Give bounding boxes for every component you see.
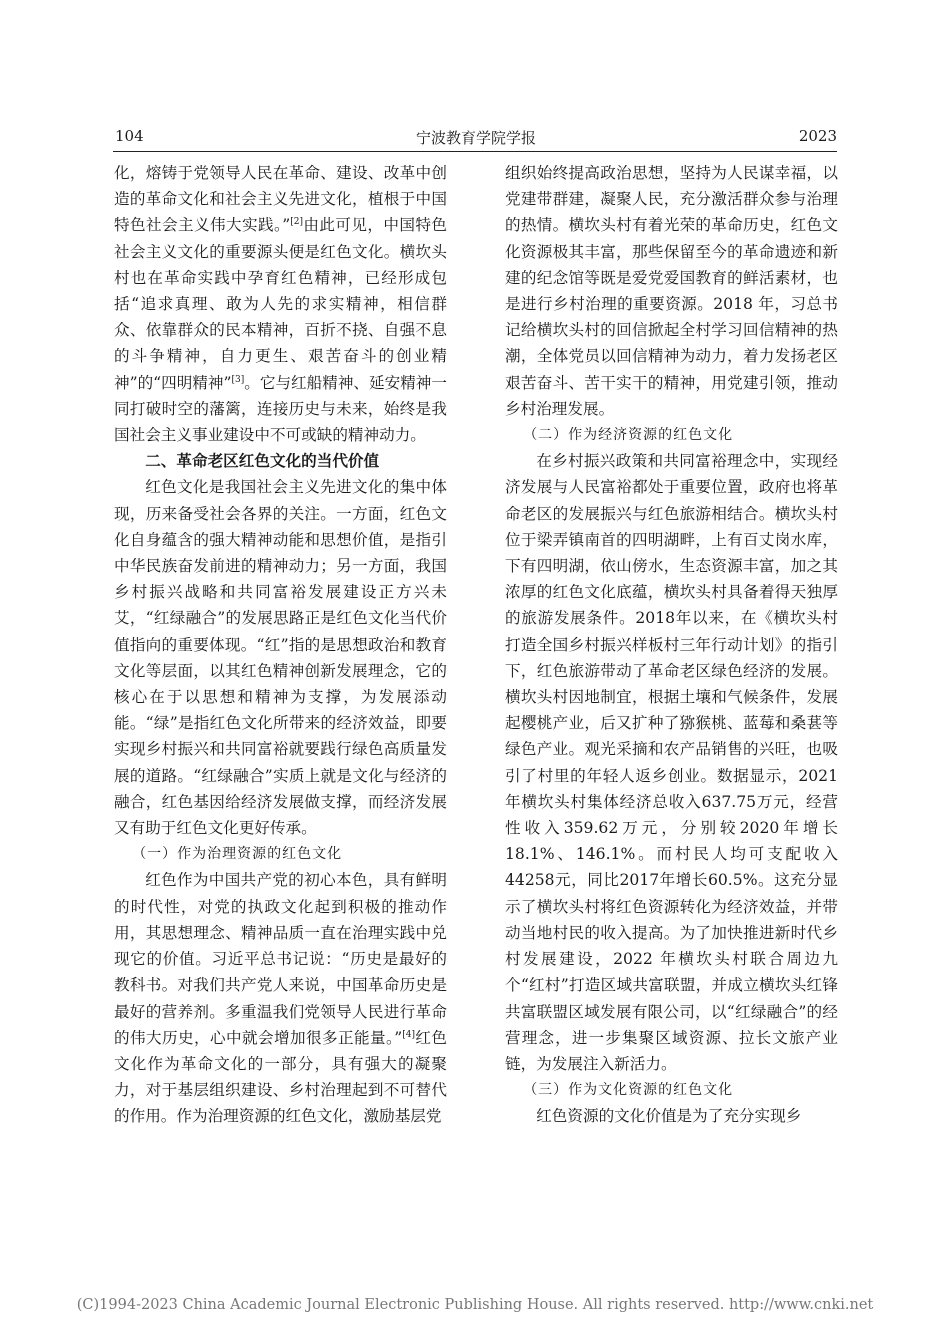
journal-year: 2023 <box>798 127 837 145</box>
left-column <box>114 160 447 1130</box>
section-heading: 二、革命老区红色文化的当代价值 <box>145 451 380 471</box>
running-header <box>115 127 837 147</box>
paragraph: 红色资源的文化价值是为了充分实现乡 <box>536 1107 802 1126</box>
page-number: 104 <box>115 127 144 145</box>
paragraph: 在乡村振兴政策和共同富裕理念中，实现经济发展与人民富裕都处于重要位置，政府也将革命老区的发展振兴与红色旅游相结合。横坎头村位于梁弄镇南首的四明湖畔，上有百丈岗水库，下有四明湖，依山傍水，生态资源丰富，加之其浓厚的红色文化底蕴，横坎头村具备着得天独厚的旅游发展条件。2018年以来，在《横坎头村打造全国乡村振兴样板村三年行动计划》的指引下，红色旅游带动了革命老区绿色经济的发展。横坎头村因地制宜，根据土壤和气候条件，发展起樱桃产业，后又扩种了猕猴桃、蓝莓和桑葚等绿色产业。观光采摘和农产品销售的兴旺，也吸引了村里的年轻人返乡创业。数据显示，2021 年横坎头村集体经济总收入637.75万元，经营性收入359.62万元，分别较2020年增长18.1%、146.1%。而村民人均可支配收入44258元，同比2017年增长60.5%。这充分显示了横坎头村将红色资源转化为经济效益，并带动当地村民的收入提高。为了加快推进新时代乡村发展建设，2022 年横坎头村联合周边九个“红村”打造区域共富联盟，并成立横坎头红锋共富联盟区域发展有限公司，以“红绿融合”的经营理念，进一步集聚区域资源、拉长文旅产业链，为发展注入新活力。 <box>505 452 838 1073</box>
subsection-heading: （一）作为治理资源的红色文化 <box>132 846 343 863</box>
paragraph: 化，熔铸于党领导人民在革命、建设、改革中创造的革命文化和社会主义先进文化，植根于中国特色社会主义伟大实践。”[2]由此可见，中国特色社会主义文化的重要源头便是红色文化。横坎头村也在革命实践中孕育红色精神，已经形成包括“追求真理、敢为人先的求实精神，相信群众、依靠群众的民本精神，百折不挠、自强不息的斗争精神，自力更生、艰苦奋斗的创业精神”的“四明精神”[3]。它与红船精神、延安精神一同打破时空的藩篱，连接历史与未来，始终是我国社会主义事业建设中不可或缺的精神动力。 <box>114 164 447 445</box>
paragraph: 组织始终提高政治思想，坚持为人民谋幸福，以党建带群建，凝聚人民，充分激活群众参与治理的热情。横坎头村有着光荣的革命历史，红色文化资源极其丰富，那些保留至今的革命遗迹和新建的纪念馆等既是爱党爱国教育的鲜活素材，也是进行乡村治理的重要资源。2018 年，习总书记给横坎头村的回信掀起全村学习回信精神的热潮，全体党员以回信精神为动力，着力发扬老区艰苦奋斗、苦干实干的精神，用党建引领，推动乡村治理发展。 <box>505 164 838 418</box>
journal-title: 宁波教育学院学报 <box>415 129 536 147</box>
paragraph: 红色作为中国共产党的初心本色，具有鲜明的时代性，对党的执政文化起到积极的推动作用，其思想理念、精神品质一直在治理实践中兑现它的价值。习近平总书记说：“历史是最好的教科书。对我们共产党人来说，中国革命历史是最好的营养剂。多重温我们党领导人民进行革命的伟大历史，心中就会增加很多正能量。”[4]红色文化作为革命文化的一部分，具有强大的凝聚力，对于基层组织建设、乡村治理起到不可替代的作用。作为治理资源的红色文化，激励基层党 <box>114 871 447 1126</box>
subsection-heading: （二）作为经济资源的红色文化 <box>523 427 734 444</box>
paragraph: 红色文化是我国社会主义先进文化的集中体现，历来备受社会各界的关注。一方面，红色文化自身蕴含的强大精神动能和思想价值，是指引中华民族奋发前进的精神动力；另一方面，我国乡村振兴战略和共同富裕发展建设正方兴未艾，“红绿融合”的发展思路正是红色文化当代价值指向的重要体现。“红”指的是思想政治和教育文化等层面，以其红色精神创新发展理念，它的核心在于以思想和精神为支撑，为发展添动能。“绿”是指红色文化所带来的经济效益，即要实现乡村振兴和共同富裕就要践行绿色高质量发展的道路。“红绿融合”实质上就是文化与经济的融合，红色基因给经济发展做支撑，而经济发展又有助于红色文化更好传承。 <box>114 478 447 838</box>
citation-ref[interactable]: [2] <box>290 217 303 228</box>
right-column <box>505 160 838 1130</box>
citation-ref[interactable]: [3] <box>231 374 245 385</box>
subsection-heading: （三）作为文化资源的红色文化 <box>523 1082 734 1099</box>
citation-ref[interactable]: [4] <box>402 1029 415 1040</box>
header-rule <box>113 151 837 152</box>
copyright-footer: (C)1994-2023 China Academic Journal Electronic Publishing House. All rights reserved. http://www.cnki.net <box>76 1297 874 1313</box>
